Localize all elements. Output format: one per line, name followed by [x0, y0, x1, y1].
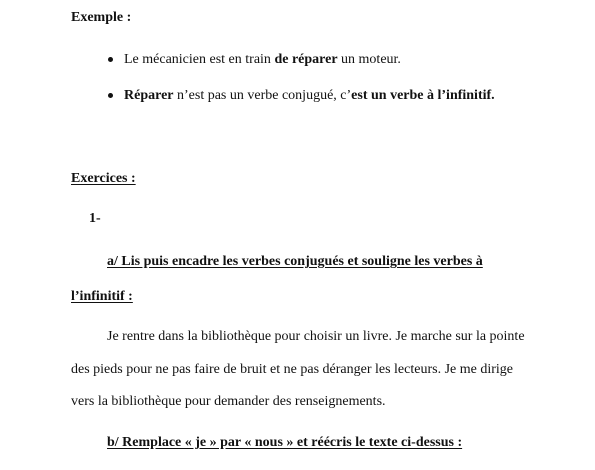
bullet-icon	[108, 57, 113, 62]
exercises-heading: Exercices :	[71, 171, 136, 186]
exercise-number: 1-	[89, 211, 101, 226]
example-bullet-2-bold-b: est un verbe à l’infinitif.	[351, 88, 495, 103]
bullet-icon	[108, 93, 113, 98]
example-heading: Exemple :	[71, 10, 132, 25]
example-bullet-1-text-a: Le mécanicien est en train	[124, 52, 275, 67]
example-bullet-2-bold-a: Réparer	[124, 88, 174, 103]
paragraph-line-3: vers la bibliothèque pour demander des renseignements.	[71, 394, 386, 409]
paragraph-line-2: des pieds pour ne pas faire de bruit et ne pas déranger les lecteurs. Je me dirige	[71, 362, 513, 377]
paragraph-line-1: Je rentre dans la bibliothèque pour choisir un livre. Je marche sur la pointe	[107, 329, 525, 344]
example-bullet-1-bold: de réparer	[274, 52, 338, 67]
instruction-a-line-1: a/ Lis puis encadre les verbes conjugués et souligne les verbes à	[107, 254, 483, 269]
instruction-a-line-2: l’infinitif :	[71, 289, 133, 304]
example-bullet-1	[124, 51, 401, 69]
example-bullet-2	[124, 87, 495, 105]
example-bullet-1-text-b: un moteur.	[337, 52, 401, 67]
instruction-b: b/ Remplace « je » par « nous » et réécris le texte ci-dessus :	[107, 435, 463, 450]
example-bullet-2-text: n’est pas un verbe conjugué, c’	[173, 88, 352, 103]
